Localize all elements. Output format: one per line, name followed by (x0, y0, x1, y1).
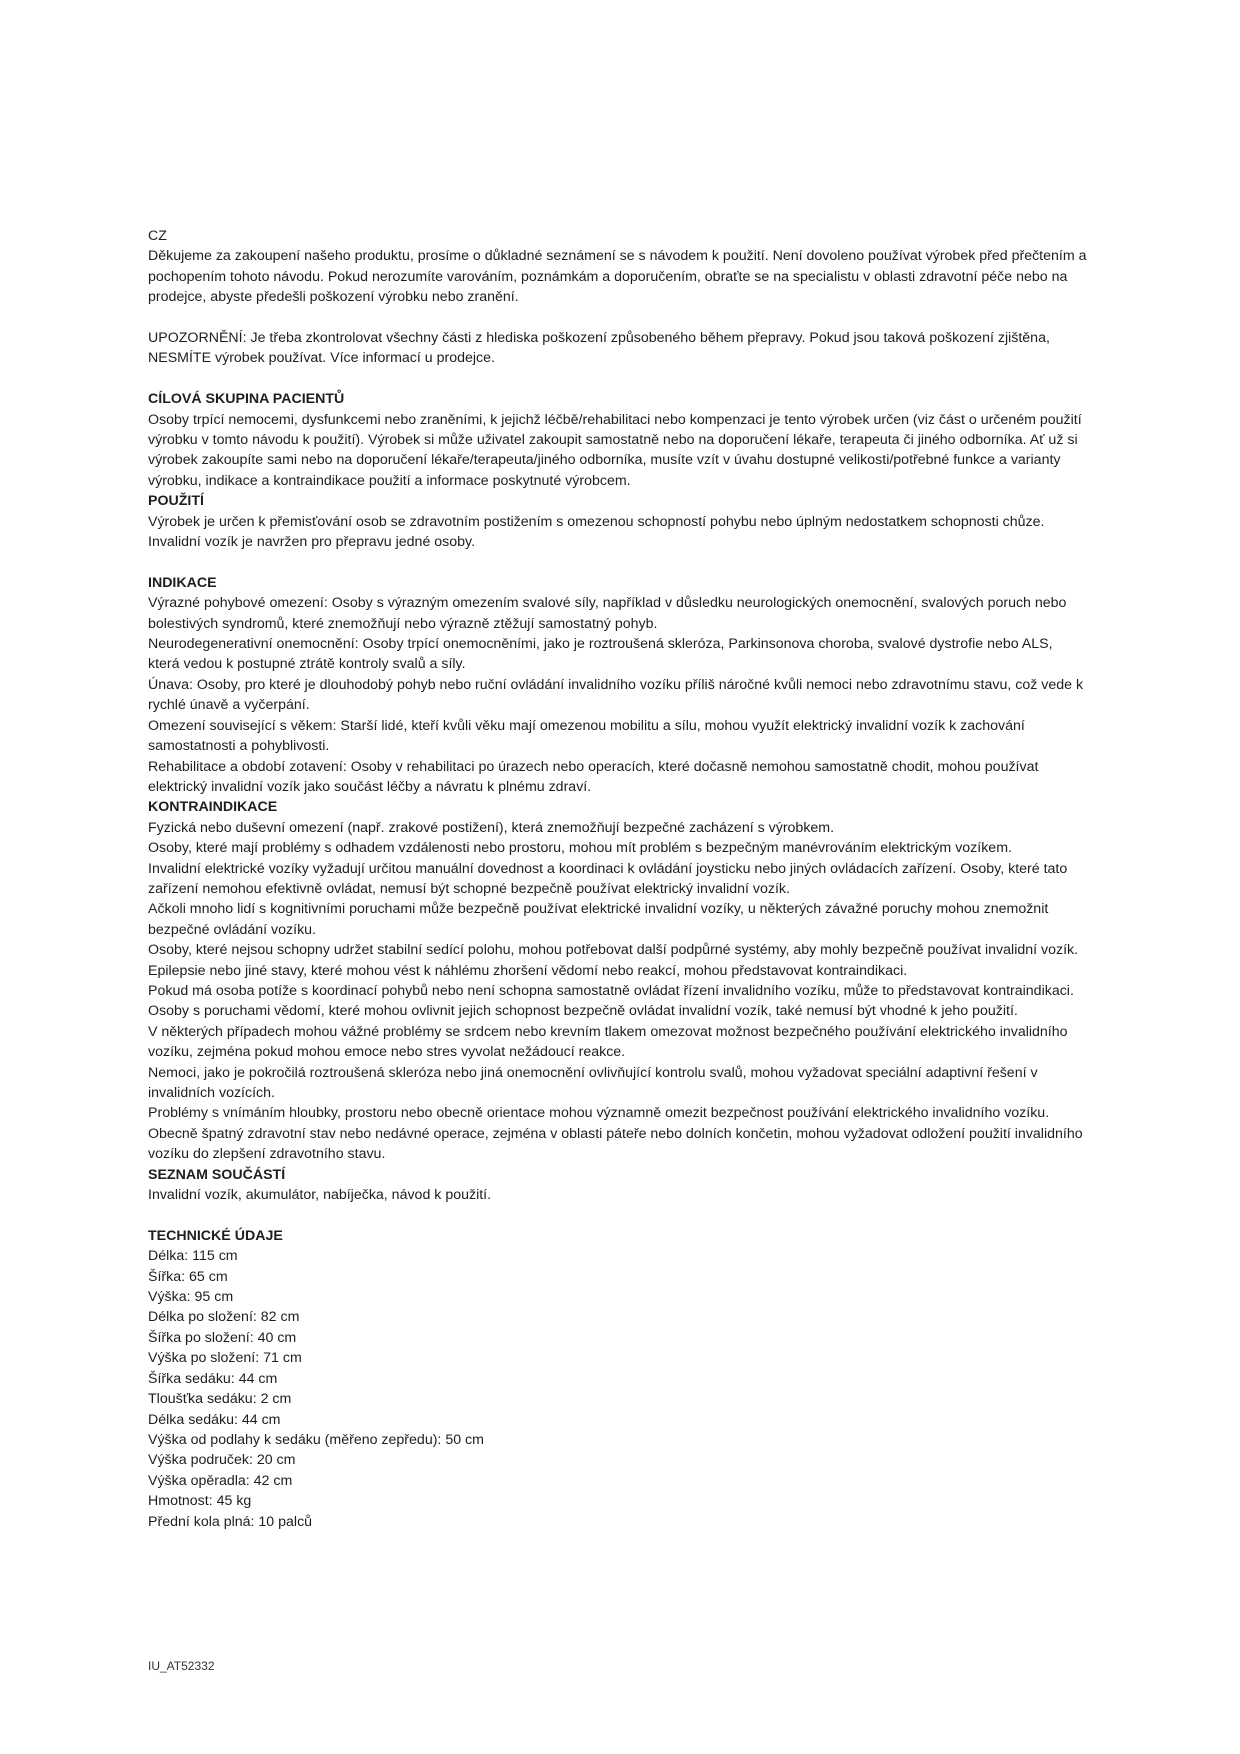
contraindication-item: Pokud má osoba potíže s koordinací pohybů nebo není schopna samostatně ovládat řízení invalidního vozíku, může to představovat kontraindikaci. (148, 982, 1074, 999)
spec-item: Výška: 95 cm (148, 1289, 234, 1306)
usage-heading: POUŽITÍ (148, 493, 204, 510)
indication-item: Rehabilitace a období zotavení: Osoby v rehabilitaci po úrazech nebo operacích, které dočasně nemohou samostatně chodit, mohou používat elektrický invalidní vozík jako součást léčby a návratu k plnému zdraví. (148, 758, 1039, 795)
spec-item: Výška opěradla: 42 cm (148, 1472, 293, 1489)
intro-paragraph: Děkujeme za zakoupení našeho produktu, prosíme o důkladné seznámení se s návodem k použití. Není dovoleno používat výrobek před přečtením a pochopením tohoto návodu. Pokud nerozumíte varováním, poznámkám a doporučením, obraťte se na specialistu v oblasti zdravotní péče nebo na prodejce, abyste předešli poškození výrobku nebo zranění. (148, 248, 1087, 306)
contraindication-item: V některých případech mohou vážné problémy se srdcem nebo krevním tlakem omezovat možnost bezpečného používání elektrického invalidního vozíku, zejména pokud mohou emoce nebo stres vyvolat nežádoucí reakce. (148, 1023, 1068, 1061)
spec-item: Přední kola plná: 10 palců (148, 1513, 313, 1530)
specs-heading: TECHNICKÉ ÚDAJE (148, 1227, 283, 1244)
spacer (148, 1205, 1088, 1225)
indication-item: Výrazné pohybové omezení: Osoby s výrazným omezením svalové síly, například v důsledku neurologických onemocnění, svalových poruch nebo bolestivých syndromů, které znemožňují nebo výrazně ztěžují samostatný pohyb. (148, 595, 1067, 632)
target-group-heading: CÍLOVÁ SKUPINA PACIENTŮ (148, 391, 345, 408)
spec-item: Tloušťka sedáku: 2 cm (148, 1391, 292, 1408)
usage-text: Výrobek je určen k přemisťování osob se zdravotním postižením s omezenou schopností pohybu nebo úplným nedostatkem schopnosti chůze. Invalidní vozík je navržen pro přepravu jedné osoby. (148, 513, 1045, 551)
indications-heading: INDIKACE (148, 574, 217, 591)
warning-paragraph: UPOZORNĚNÍ: Je třeba zkontrolovat všechny části z hlediska poškození způsobeného během přepravy. Pokud jsou taková poškození zjištěna, NESMÍTE výrobek používat. Více informací u prodejce. (148, 330, 1050, 367)
spec-item: Šířka sedáku: 44 cm (148, 1370, 278, 1387)
contraindication-item: Osoby s poruchami vědomí, které mohou ovlivnit jejich schopnost bezpečně ovládat invalidní vozík, také nemusí být vhodné k jeho použití. (148, 1003, 1018, 1020)
contraindication-item: Osoby, které nejsou schopny udržet stabilní sedící polohu, mohou potřebovat další podpůrné systémy, aby mohly bezpečně používat invalidní vozík. (148, 942, 1079, 959)
spec-item: Výška područek: 20 cm (148, 1452, 296, 1469)
target-group-text: Osoby trpící nemocemi, dysfunkcemi nebo zraněními, k jejichž léčbě/rehabilitaci nebo kompenzaci je tento výrobek určen (viz část o určeném použití výrobku v tomto návodu k použití). Výrobek si může uživatel zakoupit samostatně nebo na doporučení lékaře, terapeuta či jiného odborníka. Ať už si výrobek zakoupíte sami nebo na doporučení lékaře/terapeuta/jiného odborníka, musíte vzít v úvahu dostupné velikosti/potřebné funkce a varianty výrobku, indikace a kontraindikace použití a informace poskytnuté výrobcem. (148, 411, 1082, 489)
spec-item: Délka po složení: 82 cm (148, 1309, 300, 1326)
contraindication-item: Epilepsie nebo jiné stavy, které mohou vést k náhlému zhoršení vědomí nebo reakcí, mohou představovat kontraindikaci. (148, 962, 908, 979)
spacer (148, 552, 1088, 572)
contraindication-item: Fyzická nebo duševní omezení (např. zrakové postižení), která znemožňují bezpečné zacházení s výrobkem. (148, 819, 835, 836)
spacer (148, 308, 1088, 328)
language-code: CZ (148, 228, 167, 244)
indication-item: Únava: Osoby, pro které je dlouhodobý pohyb nebo ruční ovládání invalidního vozíku příliš náročné kvůli nemoci nebo zdravotnímu stavu, což vede k rychlé únavě a vyčerpání. (148, 676, 1084, 714)
contraindication-item: Nemoci, jako je pokročilá roztroušená skleróza nebo jiná onemocnění ovlivňující kontrolu svalů, mohou vyžadovat speciální adaptivní řešení v invalidních vozících. (148, 1064, 1038, 1102)
contraindications-heading: KONTRAINDIKACE (148, 799, 278, 816)
contraindication-item: Ačkoli mnoho lidí s kognitivními poruchami může bezpečně používat elektrické invalidní vozíky, u některých závažné poruchy mohou znemožnit bezpečné ovládání vozíku. (148, 901, 1049, 938)
parts-text: Invalidní vozík, akumulátor, nabíječka, návod k použití. (148, 1187, 492, 1204)
parts-heading: SEZNAM SOUČÁSTÍ (148, 1166, 286, 1183)
document-content (148, 226, 1088, 1532)
contraindication-item: Problémy s vnímáním hloubky, prostoru nebo obecně orientace mohou významně omezit bezpečnost používání elektrického invalidního vozíku. (148, 1105, 1050, 1122)
contraindication-item: Invalidní elektrické vozíky vyžadují určitou manuální dovednost a koordinaci k ovládání joysticku nebo jiných ovládacích zařízení. Osoby, které tato zařízení nemohou efektivně ovládat, nemusí být schopné bezpečně používat elektrický invalidní vozík. (148, 860, 1068, 897)
spec-item: Výška od podlahy k sedáku (měřeno zepředu): 50 cm (148, 1431, 484, 1448)
spec-item: Výška po složení: 71 cm (148, 1350, 302, 1367)
spec-item: Šířka po složení: 40 cm (148, 1329, 297, 1346)
contraindication-item: Osoby, které mají problémy s odhadem vzdálenosti nebo prostoru, mohou mít problém s bezpečným manévrováním elektrickým vozíkem. (148, 840, 1012, 857)
spec-item: Šířka: 65 cm (148, 1268, 228, 1285)
document-code-footer: IU_AT52332 (148, 1659, 215, 1673)
spec-item: Hmotnost: 45 kg (148, 1493, 252, 1510)
spec-item: Délka sedáku: 44 cm (148, 1411, 281, 1428)
indication-item: Omezení související s věkem: Starší lidé, kteří kvůli věku mají omezenou mobilitu a sílu, mohou využít elektrický invalidní vozík k zachování samostatnosti a pohyblivosti. (148, 717, 1025, 755)
contraindication-item: Obecně špatný zdravotní stav nebo nedávné operace, zejména v oblasti páteře nebo dolních končetin, mohou vyžadovat odložení použití invalidního vozíku do zlepšení zdravotního stavu. (148, 1125, 1083, 1163)
spec-item: Délka: 115 cm (148, 1248, 238, 1265)
spacer (148, 369, 1088, 389)
indication-item: Neurodegenerativní onemocnění: Osoby trpící onemocněními, jako je roztroušená skleróza, Parkinsonova choroba, svalové dystrofie nebo ALS, která vedou k postupné ztrátě kontroly svalů a síly. (148, 636, 1053, 673)
